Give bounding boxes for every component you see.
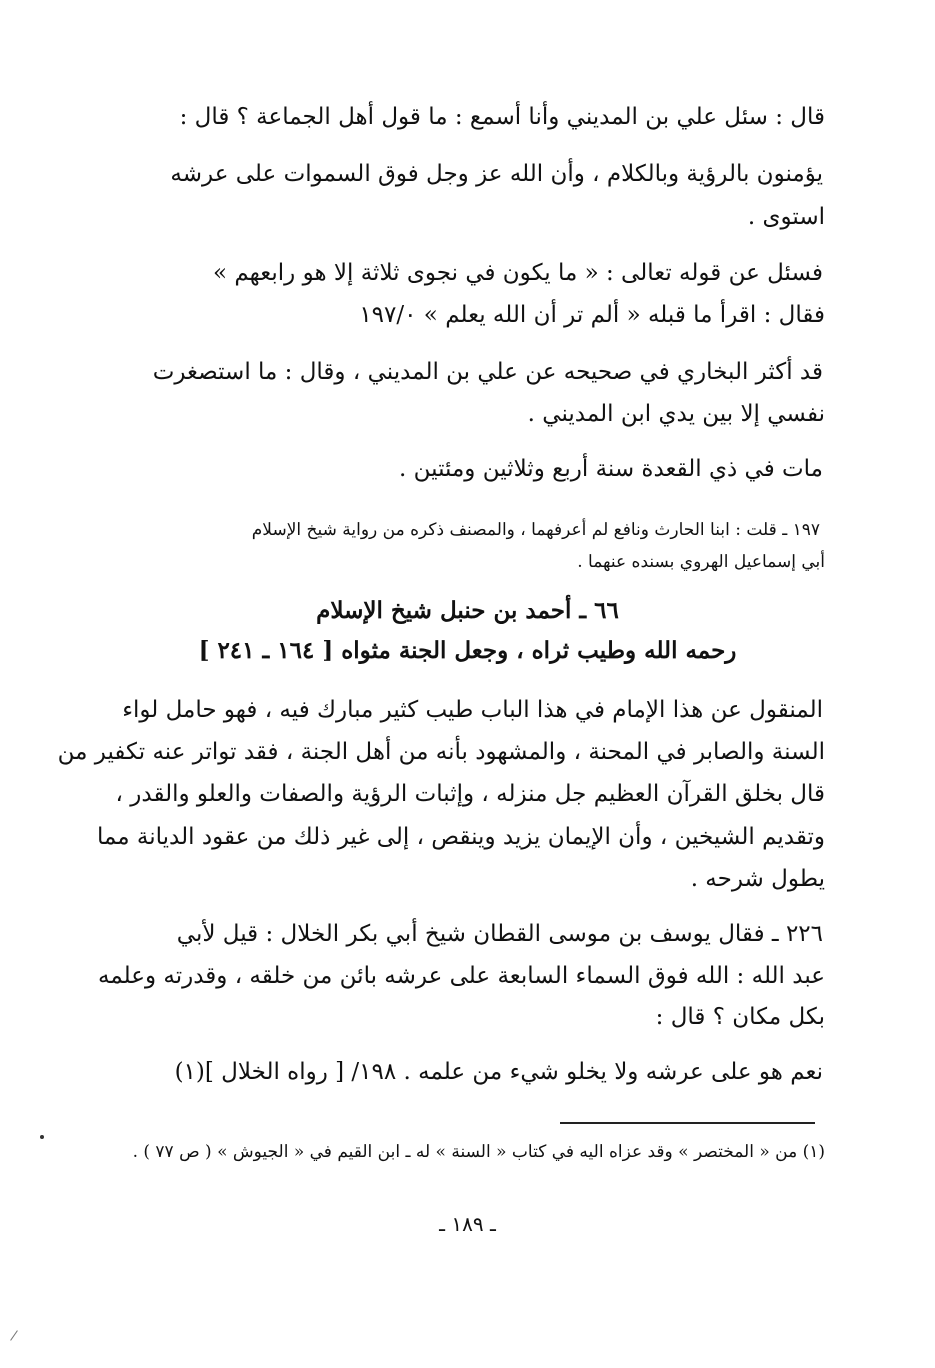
text-line-19: عبد الله : الله فوق السماء السابعة على عرشه بائن من خلقه ، وقدرته وعلمه — [97, 963, 825, 989]
commentary-line-2: أبي إسماعيل الهروي بسنده عنهما . — [577, 552, 825, 572]
text-line-1: قال : سئل علي بن المديني وأنا أسمع : ما قول أهل الجماعة ؟ قال : — [179, 104, 825, 130]
text-line-7: نفسي إلا بين يدي ابن المديني . — [527, 401, 825, 427]
text-line-21: نعم هو على عرشه ولا يخلو شيء من علمه . ١٩٨/ [ رواه الخلال ](١) — [174, 1059, 823, 1085]
text-line-4: فسئل عن قوله تعالى : « ما يكون في نجوى ثلاثة إلا هو رابعهم » — [212, 260, 823, 286]
text-line-8: مات في ذي القعدة سنة أربع وثلاثين ومئتين . — [399, 456, 823, 482]
text-line-5: فقال : اقرأ ما قبله « ألم تر أن الله يعلم » ١٩٧/٠ — [359, 302, 825, 328]
text-line-17: يطول شرحه . — [690, 866, 825, 892]
text-line-18: ٢٢٦ ـ فقال يوسف بن موسى القطان شيخ أبي بكر الخلال : قيل لأبي — [176, 921, 823, 947]
footnote-divider — [560, 1122, 815, 1124]
text-line-20: بكل مكان ؟ قال : — [655, 1004, 825, 1030]
text-line-16: وتقديم الشيخين ، وأن الإيمان يزيد وينقص ، إلى غير ذلك من عقود الديانة مما — [96, 824, 825, 850]
page-number: ـ ١٨٩ ـ — [439, 1212, 496, 1236]
commentary-line-1: ١٩٧ ـ قلت : ابنا الحارث ونافع لم أعرفهما ، والمصنف ذكره من رواية شيخ الإسلام — [251, 520, 820, 540]
section-heading: ٦٦ ـ أحمد بن حنبل شيخ الإسلام — [316, 597, 619, 624]
text-line-2: يؤمنون بالرؤية وبالكلام ، وأن الله عز وجل فوق السموات على عرشه — [170, 161, 823, 187]
text-line-3: استوى . — [747, 204, 825, 230]
scan-mark — [10, 1330, 18, 1340]
text-line-13: المنقول عن هذا الإمام في هذا الباب طيب كثير مبارك فيه ، فهو حامل لواء — [122, 697, 823, 723]
text-line-15: قال بخلق القرآن العظيم جل منزله ، وإثبات الرؤية والصفات والعلو والقدر ، — [115, 781, 825, 807]
scan-speck — [40, 1135, 44, 1139]
section-subheading: رحمه الله وطيب ثراه ، وجعل الجنة مثواه [ ١٦٤ ـ ٢٤١ ] — [198, 637, 737, 664]
text-line-6: قد أكثر البخاري في صحيحه عن علي بن المديني ، وقال : ما استصغرت — [152, 359, 823, 385]
footnote: (١) من « المختصر » وقد عزاه اليه في كتاب « السنة » له ـ ابن القيم في « الجيوش » ( ص ٧٧ ) . — [132, 1142, 825, 1162]
text-line-14: السنة والصابر في المحنة ، والمشهود بأنه من أهل الجنة ، فقد تواتر عنه تكفير من — [57, 739, 825, 765]
